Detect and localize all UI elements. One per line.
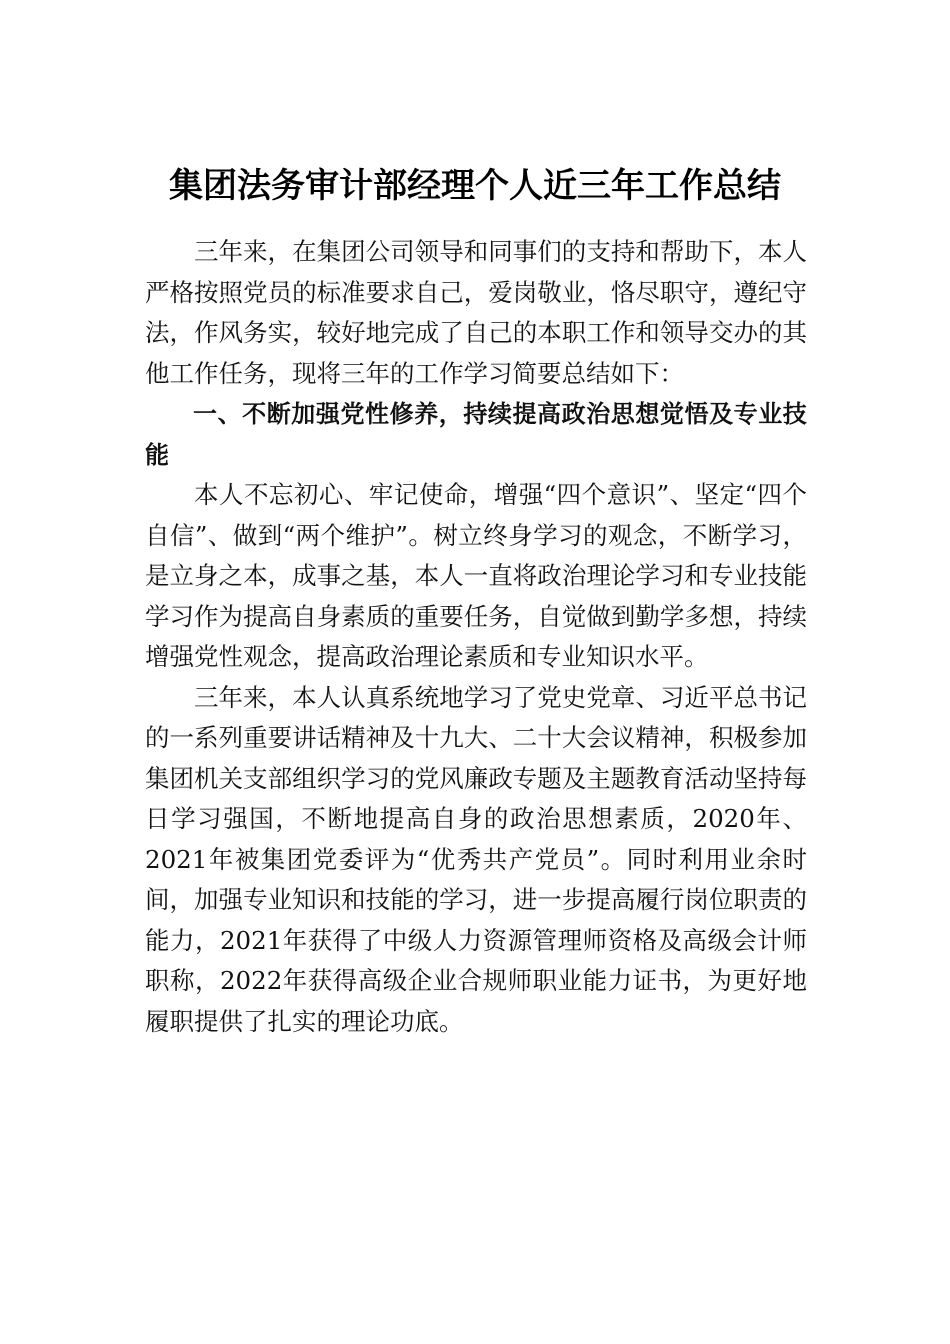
document-body	[145, 232, 807, 1042]
document-title: 集团法务审计部经理个人近三年工作总结	[169, 166, 781, 206]
body-paragraph: 三年来，本人认真系统地学习了党史党章、习近平总书记的一系列重要讲话精神及十九大、二十大会议精神，积极参加集团机关支部组织学习的党风廉政专题及主题教育活动坚持每日学习强国，不断地提高自身的政治思想素质，2020年、2021年被集团党委评为“优秀共产党员”。同时利用业余时间，加强专业知识和技能的学习，进一步提高履行岗位职责的能力，2021年获得了中级人力资源管理师资格及高级会计师职称，2022年获得高级企业合规师职业能力证书，为更好地履职提供了扎实的理论功底。	[145, 682, 807, 1036]
section-heading-1: 一、不断加强党性修养，持续提高政治思想觉悟及专业技能	[145, 400, 807, 469]
intro-paragraph: 三年来，在集团公司领导和同事们的支持和帮助下，本人严格按照党员的标准要求自己，爱岗敬业，恪尽职守，遵纪守法，作风务实，较好地完成了自己的本职工作和领导交办的其他工作任务，现将三年的工作学习简要总结如下：	[145, 237, 807, 388]
body-paragraph: 本人不忘初心、牢记使命，增强“四个意识”、坚定“四个自信”、做到“两个维护”。树立终身学习的观念，不断学习，是立身之本，成事之基，本人一直将政治理论学习和专业技能学习作为提高自身素质的重要任务，自觉做到勤学多想，持续增强党性观念，提高政治理论素质和专业知识水平。	[145, 480, 807, 671]
